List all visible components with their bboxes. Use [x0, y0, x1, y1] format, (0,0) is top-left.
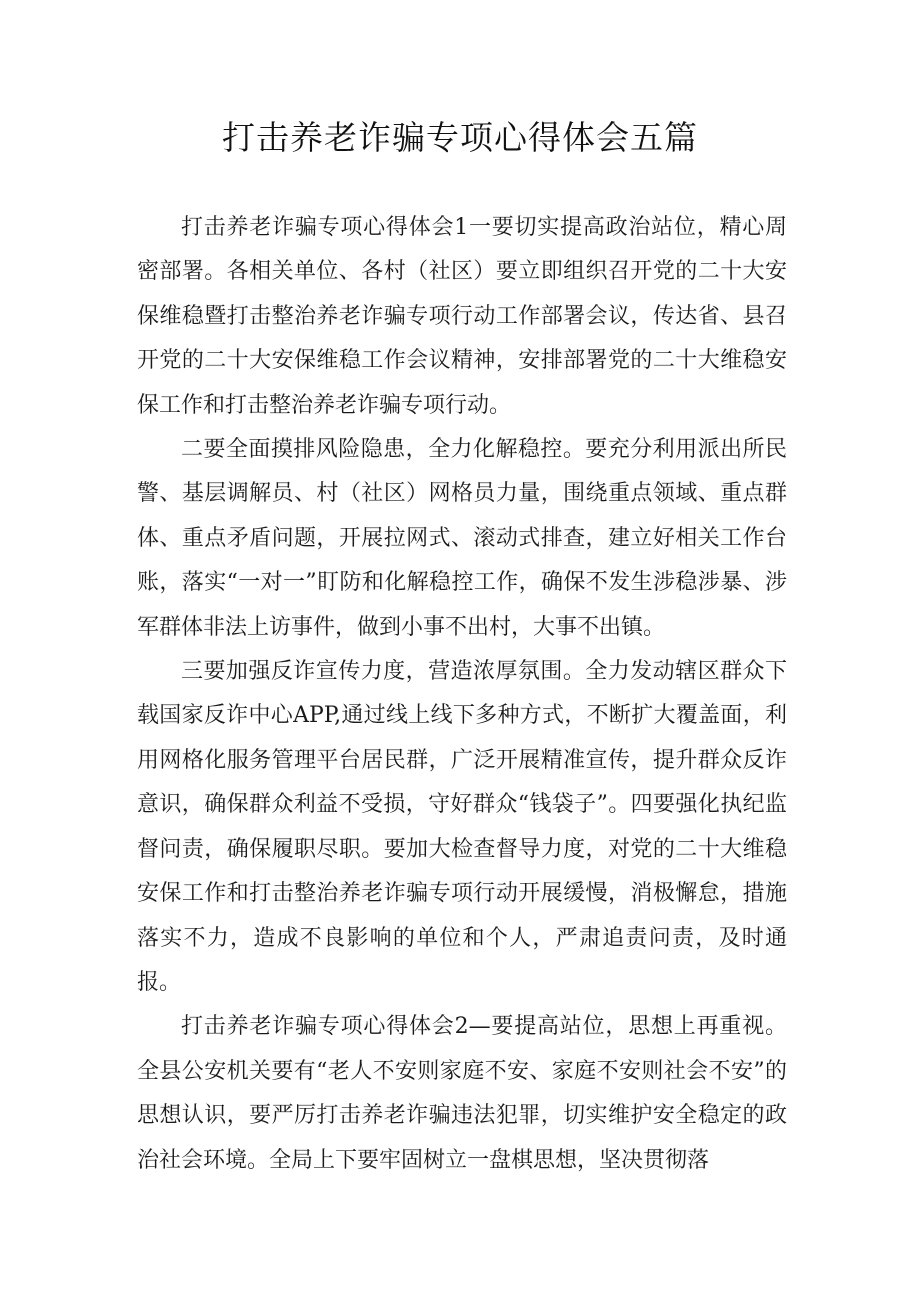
paragraph-2: 二要全面摸排风险隐患，全力化解稳控。要充分利用派出所民警、基层调解员、村（社区）网格员力量，围绕重点领域、重点群体、重点矛盾问题，开展拉网式、滚动式排查，建立好相关工作台账，落实“一对一”盯防和化解稳控工作，确保不发生涉稳涉暴、涉军群体非法上访事件，做到小事不出村，大事不出镇。 [137, 437, 787, 640]
paragraph-3: 三要加强反诈宣传力度，营造浓厚氛围。全力发动辖区群众下载国家反诈中心APP,通过线上线下多种方式，不断扩大覆盖面，利用网格化服务管理平台居民群，广泛开展精准宣传，提升群众反诈意识，确保群众利益不受损，守好群众“钱袋子”。四要强化执纪监督问责，确保履职尽职。要加大检查督导力度，对党的二十大维稳安保工作和打击整治养老诈骗专项行动开展缓慢，消极懈怠，措施落实不力，造成不良影响的单位和个人，严肃追责问责，及时通报。 [137, 659, 787, 995]
paragraph-4: 打击养老诈骗专项心得体会2—要提高站位，思想上再重视。全县公安机关要有“老人不安则家庭不安、家庭不安则社会不安”的思想认识，要严厉打击养老诈骗违法犯罪，切实维护安全稳定的政治社会环境。全局上下要牢固树立一盘棋思想，坚决贯彻落 [137, 1014, 787, 1173]
document-body [137, 206, 787, 1183]
document-title: 打击养老诈骗专项心得体会五篇 [222, 118, 698, 157]
paragraph-1: 打击养老诈骗专项心得体会1一要切实提高政治站位，精心周密部署。各相关单位、各村（社区）要立即组织召开党的二十大安保维稳暨打击整治养老诈骗专项行动工作部署会议，传达省、县召开党的二十大安保维稳工作会议精神，安排部署党的二十大维稳安保工作和打击整治养老诈骗专项行动。 [137, 215, 787, 418]
